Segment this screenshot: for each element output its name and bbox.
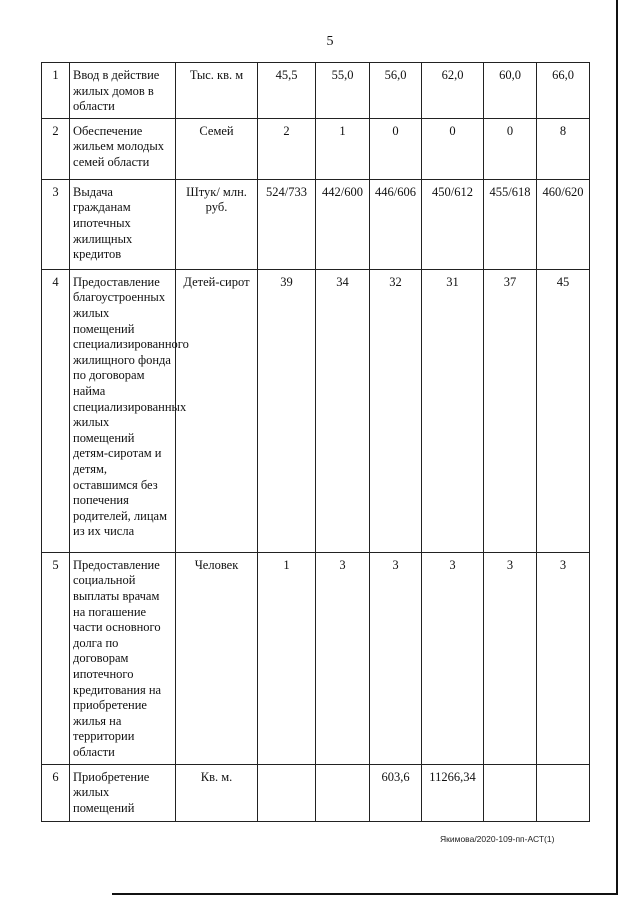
indicator-name: Приобретение жилых помещений: [70, 764, 176, 821]
table-row: [42, 179, 590, 269]
value-cell: 45,5: [258, 63, 316, 119]
value-cell: 31: [422, 269, 484, 552]
row-number: 5: [42, 552, 70, 764]
indicators-table: [41, 62, 590, 822]
unit-cell: Семей: [176, 118, 258, 179]
value-cell: [537, 764, 590, 821]
value-cell: 0: [370, 118, 422, 179]
value-cell: 1: [258, 552, 316, 764]
value-cell: 39: [258, 269, 316, 552]
row-number: 4: [42, 269, 70, 552]
table-row: [42, 118, 590, 179]
unit-cell: Тыс. кв. м: [176, 63, 258, 119]
value-cell: 56,0: [370, 63, 422, 119]
value-cell: 3: [422, 552, 484, 764]
document-code: Якимова/2020-109-пп-АСТ(1): [440, 834, 555, 844]
value-cell: 3: [370, 552, 422, 764]
value-cell: 0: [422, 118, 484, 179]
scan-edge-vertical: [616, 0, 618, 895]
value-cell: 455/618: [484, 179, 537, 269]
value-cell: 442/600: [316, 179, 370, 269]
value-cell: [316, 764, 370, 821]
unit-cell: Детей-сирот: [176, 269, 258, 552]
value-cell: 3: [316, 552, 370, 764]
value-cell: 460/620: [537, 179, 590, 269]
value-cell: 8: [537, 118, 590, 179]
value-cell: 62,0: [422, 63, 484, 119]
table-row: [42, 63, 590, 119]
indicator-name: Ввод в действие жилых домов в области: [70, 63, 176, 119]
page-number: 5: [326, 34, 334, 49]
value-cell: 60,0: [484, 63, 537, 119]
value-cell: 45: [537, 269, 590, 552]
value-cell: 450/612: [422, 179, 484, 269]
unit-cell: Штук/ млн. руб.: [176, 179, 258, 269]
value-cell: 1: [316, 118, 370, 179]
value-cell: 32: [370, 269, 422, 552]
value-cell: 3: [484, 552, 537, 764]
value-cell: 66,0: [537, 63, 590, 119]
scan-edge-horizontal: [112, 893, 618, 895]
value-cell: 37: [484, 269, 537, 552]
row-number: 2: [42, 118, 70, 179]
row-number: 6: [42, 764, 70, 821]
table-row: [42, 552, 590, 764]
unit-cell: Кв. м.: [176, 764, 258, 821]
value-cell: [258, 764, 316, 821]
value-cell: 446/606: [370, 179, 422, 269]
value-cell: 603,6: [370, 764, 422, 821]
value-cell: [484, 764, 537, 821]
value-cell: 2: [258, 118, 316, 179]
value-cell: 34: [316, 269, 370, 552]
table-row: [42, 764, 590, 821]
unit-cell: Человек: [176, 552, 258, 764]
value-cell: 0: [484, 118, 537, 179]
indicator-name: Обеспечение жильем молодых семей области: [70, 118, 176, 179]
indicator-name: Предоставление социальной выплаты врачам на погашение части основного долга по договорам ипотечного кредитования на приобретение жилья на территории области: [70, 552, 176, 764]
value-cell: 524/733: [258, 179, 316, 269]
value-cell: 55,0: [316, 63, 370, 119]
row-number: 3: [42, 179, 70, 269]
row-number: 1: [42, 63, 70, 119]
value-cell: 3: [537, 552, 590, 764]
value-cell: 11266,34: [422, 764, 484, 821]
indicator-name: Предоставление благоустроенных жилых помещений специализированного жилищного фонда по договорам найма специализированных жилых помещений детям-сиротам и детям, оставшимся без попечения родителей, лицам из их числа: [70, 269, 176, 552]
table-row: [42, 269, 590, 552]
indicator-name: Выдача гражданам ипотечных жилищных кредитов: [70, 179, 176, 269]
